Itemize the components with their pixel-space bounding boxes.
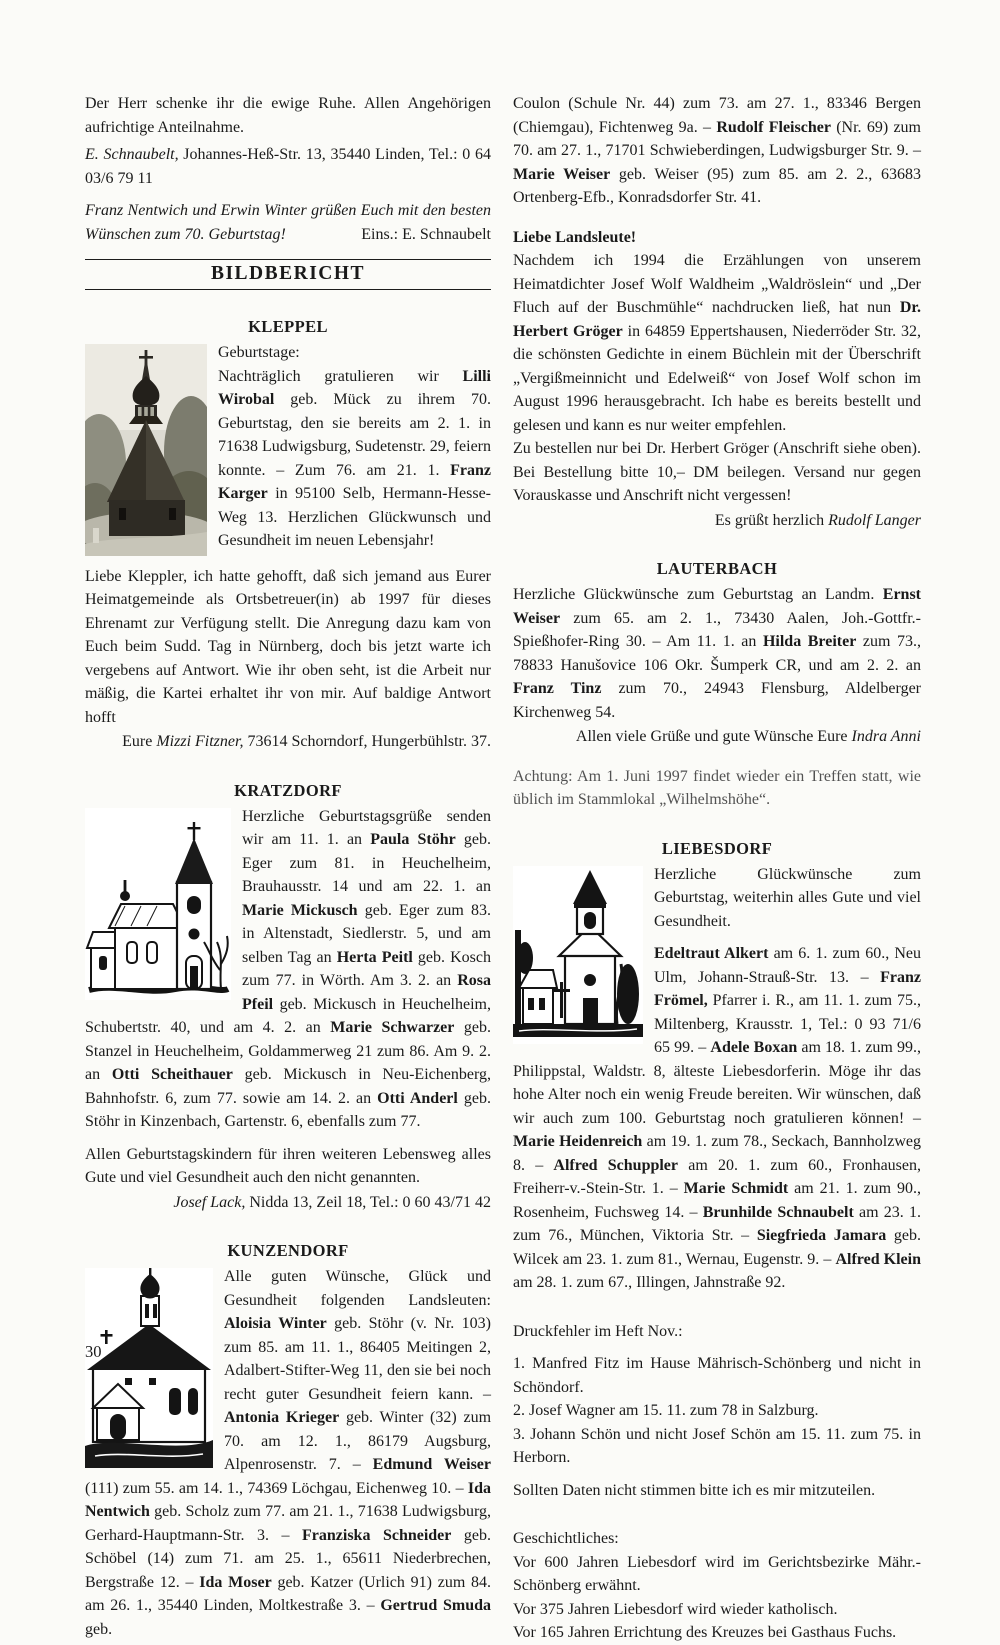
- section-lauterbach: [513, 557, 921, 812]
- kleppel-geburtstage-label: Geburtstage:: [218, 344, 300, 361]
- section-kunzendorf: [85, 1239, 491, 1641]
- kleppel-title: KLEPPEL: [248, 317, 328, 336]
- contact-paragraph: E. Schnaubelt, Johannes-Heß-Str. 13, 35440 Linden, Tel.: 0 64 03/6 79 11: [85, 146, 491, 187]
- kleppel-birthdays-paragraph: Nachträglich gratulieren wir Lilli Wirobal geb. Mück zu ihrem 70. Geburtstag, den sie bereits am 2. 1. in 71638 Ludwigsburg, Sudetenstr. 29, feiern konnte. – Zum 76. am 21. 1. Franz Karger in 95100 Selb, Hermann-Hesse-Weg 13. Herzlichen Glückwunsch und Gesundheit im neuen Lebensjahr!: [218, 367, 492, 549]
- lauterbach-birthdays-paragraph: Herzliche Glückwünsche zum Geburtstag an Landm. Ernst Weiser zum 65. am 2. 1., 73430 Aalen, Joh.-Gottfr.-Spießhofer-Ring 30. – Am 11. 1. an Hilda Breiter zum 73., 78833 Hanušovice 106 Okr. Šumperk CR, und am 2. 2. an Franz Tinz zum 70., 24943 Flensburg, Aldelberger Kirchenweg 54.: [513, 586, 922, 721]
- greeting-signature: Eins.: E. Schnaubelt: [361, 225, 491, 243]
- bildbericht-heading: [85, 259, 491, 290]
- left-column: [85, 92, 491, 1641]
- druckfehler-item: 1. Manfred Fitz im Hause Mährisch-Schönberg und nicht in Schöndorf.: [513, 1355, 921, 1396]
- obituary-paragraph: Der Herr schenke ihr die ewige Ruhe. Allen Angehörigen aufrichtige Anteilnahme.: [85, 95, 491, 136]
- kratzdorf-church-drawing: [85, 808, 231, 1000]
- kunzendorf-title: KUNZENDORF: [227, 1241, 349, 1260]
- section-liebesdorf: [513, 837, 921, 1295]
- geschichtliches-title: Geschichtliches:: [513, 1530, 619, 1547]
- druckfehler-title: Druckfehler im Heft Nov.:: [513, 1322, 683, 1340]
- kleppel-appeal-paragraph: Liebe Kleppler, ich hatte gehofft, daß sich jemand aus Eurer Heimatgemeinde als Ortsbetreuer(in) ab 1997 für dieses Ehrenamt zur Verfügung stellt. Die Anregung dazu kam von Euch beim Sudd. Tag in Nürnberg, doch bis jetzt warte ich vergebens auf Antwort. Wie ihr oben seht, ist die Arbeit nur mäßig, die Kartei erhaltet ihr von mir. Auf baldige Antwort hofft: [85, 567, 491, 726]
- lauterbach-title: LAUTERBACH: [656, 559, 778, 578]
- lauterbach-achtung-note: Achtung: Am 1. Juni 1997 findet wieder ein Treffen statt, wie üblich im Stammlokal „Wilhelmshöhe“.: [513, 767, 921, 808]
- section-liebe-landsleute: [513, 226, 921, 533]
- page-number: 30: [85, 1342, 102, 1361]
- landsleute-signature: Es grüßt herzlich Rudolf Langer: [714, 511, 921, 529]
- liebe-landsleute-title: Liebe Landsleute!: [513, 228, 637, 246]
- section-geschichtliches: [513, 1527, 921, 1645]
- section-kleppel: [85, 315, 491, 754]
- kleppel-signature: Eure Mizzi Fitzner, 73614 Schorndorf, Hungerbühlstr. 37.: [122, 733, 491, 750]
- lauterbach-signature: Allen viele Grüße und gute Wünsche Eure Indra Anni: [575, 728, 921, 745]
- kratzdorf-wishes-paragraph: Allen Geburtstagskindern für ihren weiteren Lebensweg alles Gute und viel Gesundheit auch den nicht genannten.: [85, 1145, 491, 1186]
- greeting-paragraph: Franz Nentwich und Erwin Winter grüßen Euch mit den besten Wünschen zum 70. Geburtstag! Eins.: E. Schnaubelt: [85, 199, 491, 246]
- liebesdorf-title: LIEBESDORF: [661, 838, 773, 858]
- bildbericht-title: BILDBERICHT: [210, 263, 366, 284]
- coulon-continuation-paragraph: Coulon (Schule Nr. 44) zum 73. am 27. 1., 83346 Bergen (Chiemgau), Fichtenweg 9a. – Rudolf Fleischer (Nr. 69) zum 70. am 27. 1., 71701 Schwieberdingen, Ludwigsburger Str. 9. – Marie Weiser geb. Weiser (95) zum 85. am 2. 2., 63683 Ortenberg-Efb., Konradsdorfer Str. 41.: [513, 95, 922, 206]
- liebesdorf-birthdays-paragraph: Edeltraut Alkert am 6. 1. zum 60., Neu Ulm, Johann-Strauß-Str. 13. – Franz Frömel, Pfarrer i. R., am 11. 1. zum 75., Miltenberg, Krausstr. 1, Tel.: 0 93 71/6 65 99. – Adele Boxan am 18. 1. zum 99., Philippstal, Waldstr. 8, älteste Liebesdorferin. Möge ihr das hohe Alter noch ein wenig Freude bereiten. Wir wünschen, daß wir auch zum 100. Geburtstag noch gratulieren können! – Marie Heidenreich am 19. 1. zum 78., Seckach, Bannholzweg 8. – Alfred Schuppler am 20. 1. zum 60., Fronhausen, Freiherr-v.-Stein-Str. 1. – Marie Schmidt am 21. 1. zum 90., Rosenheim, Fuchsweg 14. – Brunhilde Schnaubelt am 23. 1. zum 76., München, Viktoria Str. – Siegfrieda Jamara geb. Wilcek am 23. 1. zum 81., Wernau, Eugenstr. 9. – Alfred Klein am 28. 1. zum 67., Illingen, Jahnstraße 92.: [513, 945, 922, 1291]
- liebesdorf-intro-paragraph: Herzliche Glückwünsche zum Geburtstag, weiterhin alles Gute und viel Gesundheit.: [654, 865, 921, 930]
- landsleute-paragraph-1: Nachdem ich 1994 die Erzählungen von unserem Heimatdichter Josef Wolf Waldheim „Waldröslein“ und „Der Fluch auf der Buschmühle“ nachdrucken ließ, hat nun Dr. Herbert Gröger in 64859 Eppertshausen, Niederröder Str. 32, die schönsten Gedichte in einem Büchlein mit der Überschrift „Vergißmeinnicht und Edelweiß“ von Josef Wolf schon im August 1996 herausgebracht. Ich habe es bereits bestellt und gelesen und kann es nur weiter empfehlen.: [513, 252, 921, 434]
- section-kratzdorf: [85, 779, 491, 1215]
- liebesdorf-church-drawing: [513, 866, 643, 1044]
- kratzdorf-signature: Josef Lack, Nidda 13, Zeil 18, Tel.: 0 60 43/71 42: [173, 1193, 491, 1211]
- kratzdorf-birthdays-paragraph: Herzliche Geburtstagsgrüße senden wir am 11. 1. an Paula Stöhr geb. Eger zum 81. in Heuchelheim, Brauhausstr. 14 und am 22. 1. an Marie Mickusch geb. Eger zum 83. in Altenstadt, Siedlerstr. 5, und am selben Tag an Herta Peitl geb. Kosch zum 77. in Wörth. Am 3. 2. an Rosa Pfeil geb. Mickusch in Heuchelheim, Schubertstr. 40, und am 4. 2. an Marie Schwarzer geb. Stanzel in Heuchelheim, Goldammerweg 21 zum 86. Am 9. 2. an Otti Scheithauer geb. Mickusch in Neu-Eichenberg, Bahnhofstr. 6, zum 77. sowie am 14. 2. an Otti Anderl geb. Stöhr in Kinzenbach, Gartenstr. 6, ebenfalls zum 77.: [85, 807, 492, 1130]
- kleppel-church-photo: [85, 344, 207, 556]
- geschichtliches-line: Vor 165 Jahren Errichtung des Kreuzes bei Gasthaus Fuchs.: [513, 1624, 897, 1641]
- druckfehler-item: 2. Josef Wagner am 15. 11. zum 78 in Salzburg.: [513, 1402, 819, 1419]
- kunzendorf-birthdays-paragraph: Alle guten Wünsche, Glück und Gesundheit folgenden Landsleuten: Aloisia Winter geb. Stöhr (v. Nr. 103) zum 85. am 11. 1., 86405 Meitingen 2, Adalbert-Stifter-Weg 11, den sie bei noch recht guter Gesundheit feiern kann. – Antonia Krieger geb. Winter (32) zum 70. am 12. 1., 86179 Augsburg, Alpenrosenstr. 7. – Edmund Weiser (111) zum 55. am 14. 1., 74369 Löchgau, Eichenweg 10. – Ida Nentwich geb. Scholz zum 77. am 21. 1., 71638 Ludwigsburg, Gerhard-Hauptmann-Str. 3. – Franziska Schneider geb. Schöbel (14) zum 71. am 25. 1., 65611 Niederbrechen, Bergstraße 12. – Ida Moser geb. Katzer (Urlich 91) zum 84. am 26. 1., 35440 Linden, Moltkestraße 3. – Gertrud Smuda geb.: [85, 1268, 492, 1638]
- section-druckfehler: [513, 1320, 921, 1503]
- landsleute-paragraph-2: Zu bestellen nur bei Dr. Herbert Gröger (Anschrift siehe oben). Bei Bestellung bitte 10,– DM beilegen. Versand nur gegen Vorauskasse und Anschrift nicht vergessen!: [513, 440, 921, 504]
- kunzendorf-church-drawing: [85, 1268, 213, 1468]
- kratzdorf-title: KRATZDORF: [234, 780, 342, 800]
- geschichtliches-line: Vor 600 Jahren Liebesdorf wird im Gerichtsbezirke Mähr.-Schönberg erwähnt.: [513, 1553, 921, 1594]
- druckfehler-item: 3. Johann Schön und nicht Josef Schön am 15. 11. zum 75. in Herborn.: [513, 1425, 921, 1466]
- druckfehler-note: Sollten Daten nicht stimmen bitte ich es mir mitzuteilen.: [513, 1481, 876, 1499]
- geschichtliches-line: Vor 375 Jahren Liebesdorf wird wieder katholisch.: [513, 1600, 838, 1618]
